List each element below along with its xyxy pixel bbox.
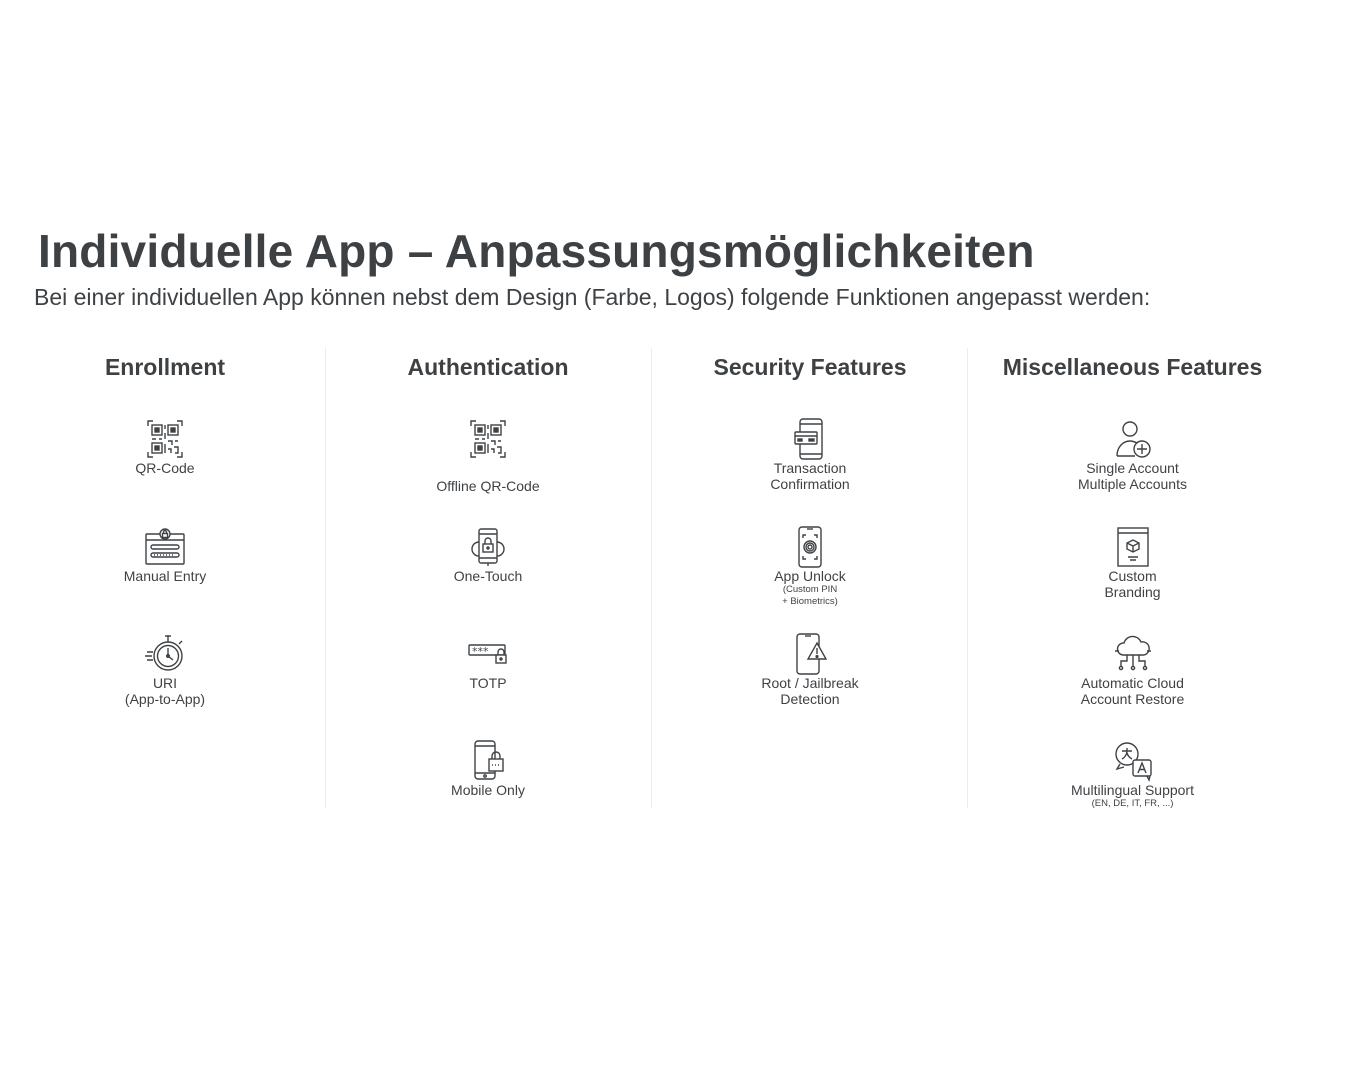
feature-multilingual-support — [975, 740, 1290, 810]
feature-label: URI — [152, 675, 178, 691]
column-heading: Miscellaneous Features — [1002, 354, 1263, 380]
feature-mobile-only — [333, 740, 643, 798]
column-miscellaneous-features — [975, 348, 1290, 808]
feature-totp — [333, 633, 643, 691]
mobile-lock-icon — [468, 740, 508, 782]
feature-label: Account Restore — [1080, 691, 1185, 707]
feature-label: Custom — [1108, 568, 1157, 584]
feature-label: Manual Entry — [123, 568, 207, 584]
totp-icon — [468, 633, 508, 675]
feature-label: Branding — [1104, 584, 1161, 600]
column-heading: Enrollment — [104, 354, 226, 380]
warning-phone-icon — [790, 633, 830, 675]
qr-code-icon — [145, 418, 185, 460]
feature-label: Detection — [780, 691, 840, 707]
feature-label: TOTP — [469, 675, 507, 691]
feature-sublabel: (EN, DE, IT, FR, ...) — [1091, 798, 1174, 809]
feature-sublabel: (Custom PIN — [782, 584, 838, 595]
feature-label: One-Touch — [453, 568, 523, 584]
add-user-icon — [1113, 418, 1153, 460]
qr-code-icon — [468, 418, 508, 460]
column-heading: Security Features — [713, 354, 907, 380]
feature-sublabel: + Biometrics) — [782, 596, 838, 607]
stopwatch-icon — [145, 633, 185, 675]
feature-label: Multilingual Support — [1071, 782, 1194, 798]
feature-label: Single Account — [1086, 460, 1179, 476]
feature-manual-entry — [10, 526, 320, 584]
column-divider — [967, 348, 968, 808]
branding-icon — [1113, 526, 1153, 568]
feature-uri — [10, 633, 320, 707]
feature-app-unlock — [655, 526, 965, 608]
feature-offline-qr-code — [333, 418, 643, 494]
feature-label: Confirmation — [770, 476, 850, 492]
feature-label: (App-to-App) — [124, 691, 206, 707]
page-title: Individuelle App – Anpassungsmöglichkeiten — [38, 225, 1035, 277]
feature-label: QR-Code — [135, 460, 195, 476]
column-divider — [325, 348, 326, 808]
feature-label: App Unlock — [774, 568, 846, 584]
feature-qr-code — [10, 418, 320, 476]
feature-label: Mobile Only — [451, 782, 525, 798]
one-touch-icon — [468, 526, 508, 568]
feature-multiple-accounts — [975, 418, 1290, 492]
column-heading: Authentication — [407, 354, 569, 380]
svg-text:***: *** — [472, 645, 489, 658]
column-authentication — [333, 348, 643, 808]
cloud-icon — [1113, 633, 1153, 675]
feature-label: Multiple Accounts — [1078, 476, 1187, 492]
manual-entry-icon — [145, 526, 185, 568]
feature-label: Offline QR-Code — [436, 478, 540, 494]
column-enrollment — [10, 348, 320, 808]
feature-label: Automatic Cloud — [1081, 675, 1184, 691]
feature-custom-branding — [975, 526, 1290, 600]
page-subtitle: Bei einer individuellen App können nebst dem Design (Farbe, Logos) folgende Funktionen angepasst werden: — [34, 284, 1151, 310]
column-security-features — [655, 348, 965, 808]
feature-one-touch — [333, 526, 643, 584]
feature-label: Transaction — [773, 460, 847, 476]
fingerprint-phone-icon — [790, 526, 830, 568]
transaction-icon — [790, 418, 830, 460]
feature-transaction-confirmation — [655, 418, 965, 492]
feature-label: Root / Jailbreak — [761, 675, 859, 691]
feature-root-jailbreak-detection — [655, 633, 965, 707]
column-divider — [651, 348, 652, 808]
feature-cloud-restore — [975, 633, 1290, 707]
translate-icon — [1113, 740, 1153, 782]
